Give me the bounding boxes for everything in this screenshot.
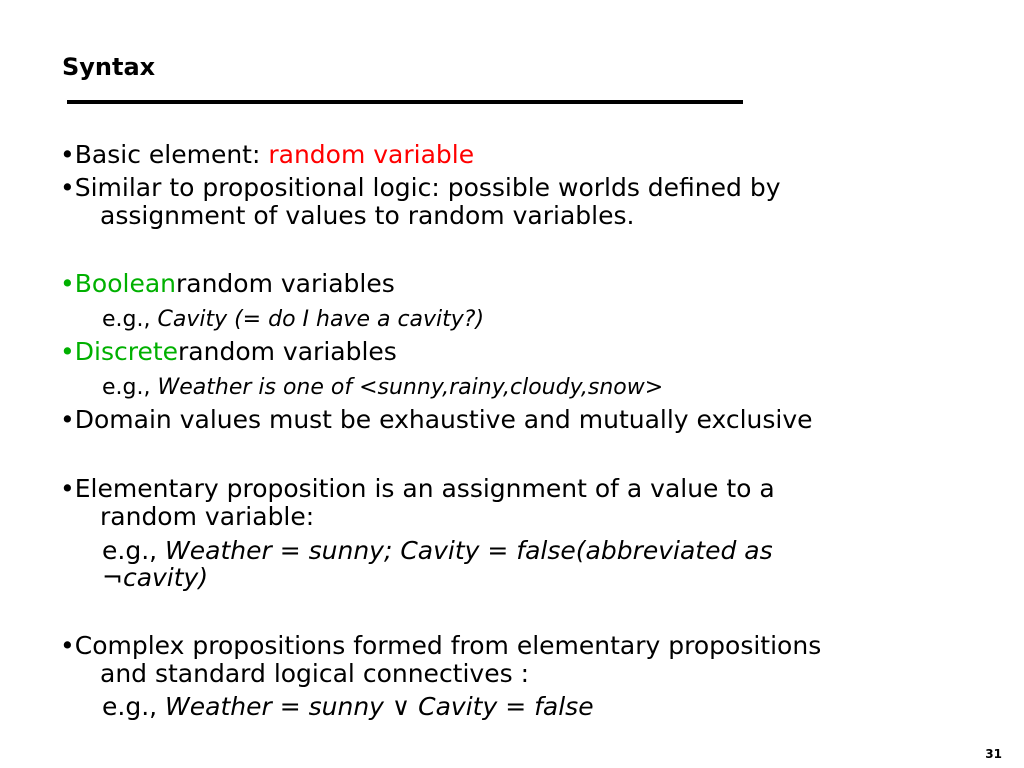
example-prefix: e.g., <box>102 692 166 721</box>
example-text: Weather is one of <sunny,rainy,cloudy,snow> <box>157 375 664 400</box>
bullet-dot: • <box>60 337 75 366</box>
bullet-text: random variables <box>175 269 395 298</box>
example-cavity <box>102 305 484 334</box>
title-underline <box>67 100 743 104</box>
example-complex <box>102 692 594 721</box>
page-number: 31 <box>985 747 1002 761</box>
highlight-discrete: Discrete <box>74 337 179 366</box>
example-prefix: e.g., <box>102 536 166 565</box>
bullet-dot: • <box>60 269 75 298</box>
bullet-complex-line2: and standard logical connectives : <box>100 659 530 688</box>
bullet-boolean <box>60 269 395 298</box>
bullet-elementary-line1: •Elementary proposition is an assignment of a value to a <box>60 474 775 503</box>
bullet-elementary-line2: random variable: <box>100 502 315 531</box>
example-elementary-line2: ¬cavity) <box>102 563 209 592</box>
highlight-boolean: Boolean <box>74 269 176 298</box>
example-weather <box>102 373 663 402</box>
bullet-text: random variables <box>178 337 397 366</box>
highlight-random-variable: random variable <box>268 140 475 169</box>
bullet-basic-element <box>60 140 474 169</box>
example-prefix: e.g., <box>102 375 158 400</box>
example-text: Weather = sunny ∨ Cavity = false <box>165 692 594 721</box>
bullet-similar-line1: •Similar to propositional logic: possible worlds defined by <box>60 173 781 202</box>
slide-title: Syntax <box>62 53 156 81</box>
bullet-domain-values: •Domain values must be exhaustive and mutually exclusive <box>60 405 813 434</box>
example-elementary <box>102 536 773 565</box>
bullet-complex-line1: •Complex propositions formed from elementary propositions <box>60 631 822 660</box>
example-text: Weather = sunny; Cavity = false(abbreviated as <box>165 536 773 565</box>
bullet-discrete <box>60 337 397 366</box>
example-prefix: e.g., <box>102 307 158 332</box>
bullet-similar-line2: assignment of values to random variables. <box>100 201 635 230</box>
example-text: Cavity (= do I have a cavity?) <box>157 307 485 332</box>
bullet-text: •Basic element: <box>60 140 269 169</box>
